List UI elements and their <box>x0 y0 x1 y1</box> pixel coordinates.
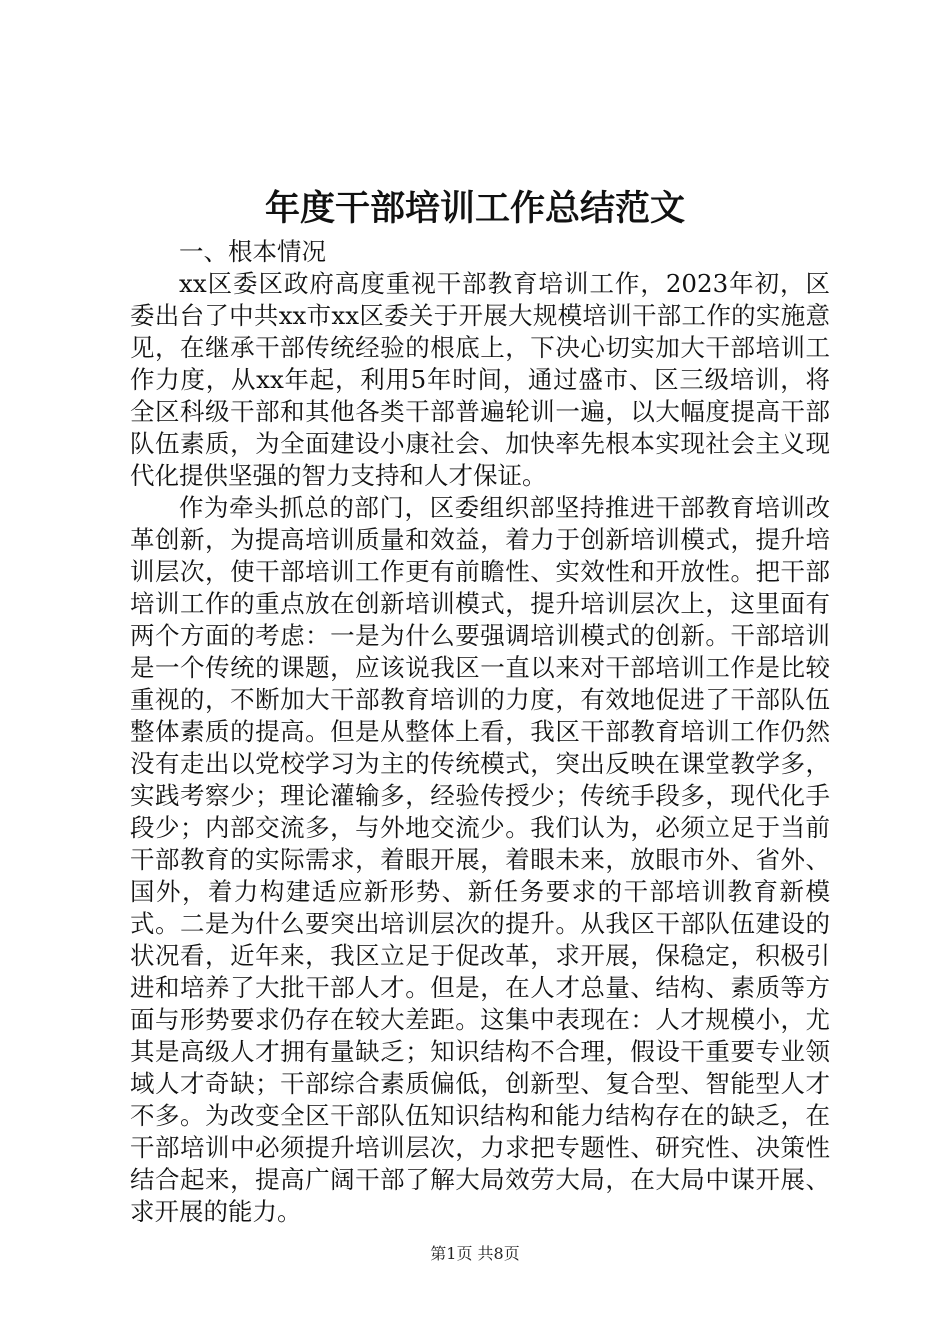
body-paragraph: 作为牵头抓总的部门，区委组织部坚持推进干部教育培训改革创新，为提高培训质量和效益，着力于创新培训模式，提升培训层次，使干部培训工作更有前瞻性、实效性和开放性。把干部培训工作的重点放在创新培训模式，提升培训层次上，这里面有两个方面的考虑：一是为什么要强调培训模式的创新。干部培训是一个传统的课题，应该说我区一直以来对干部培训工作是比较重视的，不断加大干部教育培训的力度，有效地促进了干部队伍整体素质的提高。但是从整体上看，我区干部教育培训工作仍然没有走出以党校学习为主的传统模式，突出反映在课堂教学多，实践考察少；理论灌输多，经验传授少；传统手段多，现代化手段少；内部交流多，与外地交流少。我们认为，必须立足于当前干部教育的实际需求，着眼开展，着眼未来，放眼市外、省外、国外，着力构建适应新形势、新任务要求的干部培训教育新模式。二是为什么要突出培训层次的提升。从我区干部队伍建设的状况看，近年来，我区立足于促改革，求开展，保稳定，积极引进和培养了大批干部人才。但是，在人才总量、结构、素质等方面与形势要求仍存在较大差距。这集中表现在：人才规模小，尤其是高级人才拥有量缺乏；知识结构不合理，假设干重要专业领域人才奇缺；干部综合素质偏低，创新型、复合型、智能型人才不多。为改变全区干部队伍知识结构和能力结构存在的缺乏，在干部培训中必须提升培训层次，力求把专题性、研究性、决策性结合起来，提高广阔干部了解大局效劳大局，在大局中谋开展、求开展的能力。 <box>130 493 830 1226</box>
document-title: 年度干部培训工作总结范文 <box>264 188 685 229</box>
document-body <box>130 236 830 1228</box>
body-paragraph: xx区委区政府高度重视干部教育培训工作，2023年初，区委出台了中共xx市xx区委关于开展大规模培训干部工作的实施意见，在继承干部传统经验的根底上，下决心切实加大干部培训工作力度，从xx年起，利用5年时间，通过盛市、区三级培训，将全区科级干部和其他各类干部普遍轮训一遍，以大幅度提高干部队伍素质，为全面建设小康社会、加快率先根本实现社会主义现代化提供坚强的智力支持和人才保证。 <box>130 269 830 490</box>
page-number: 第1页 共8页 <box>430 1244 520 1263</box>
page-footer <box>0 1244 950 1264</box>
section-heading: 一、根本情况 <box>179 237 326 266</box>
